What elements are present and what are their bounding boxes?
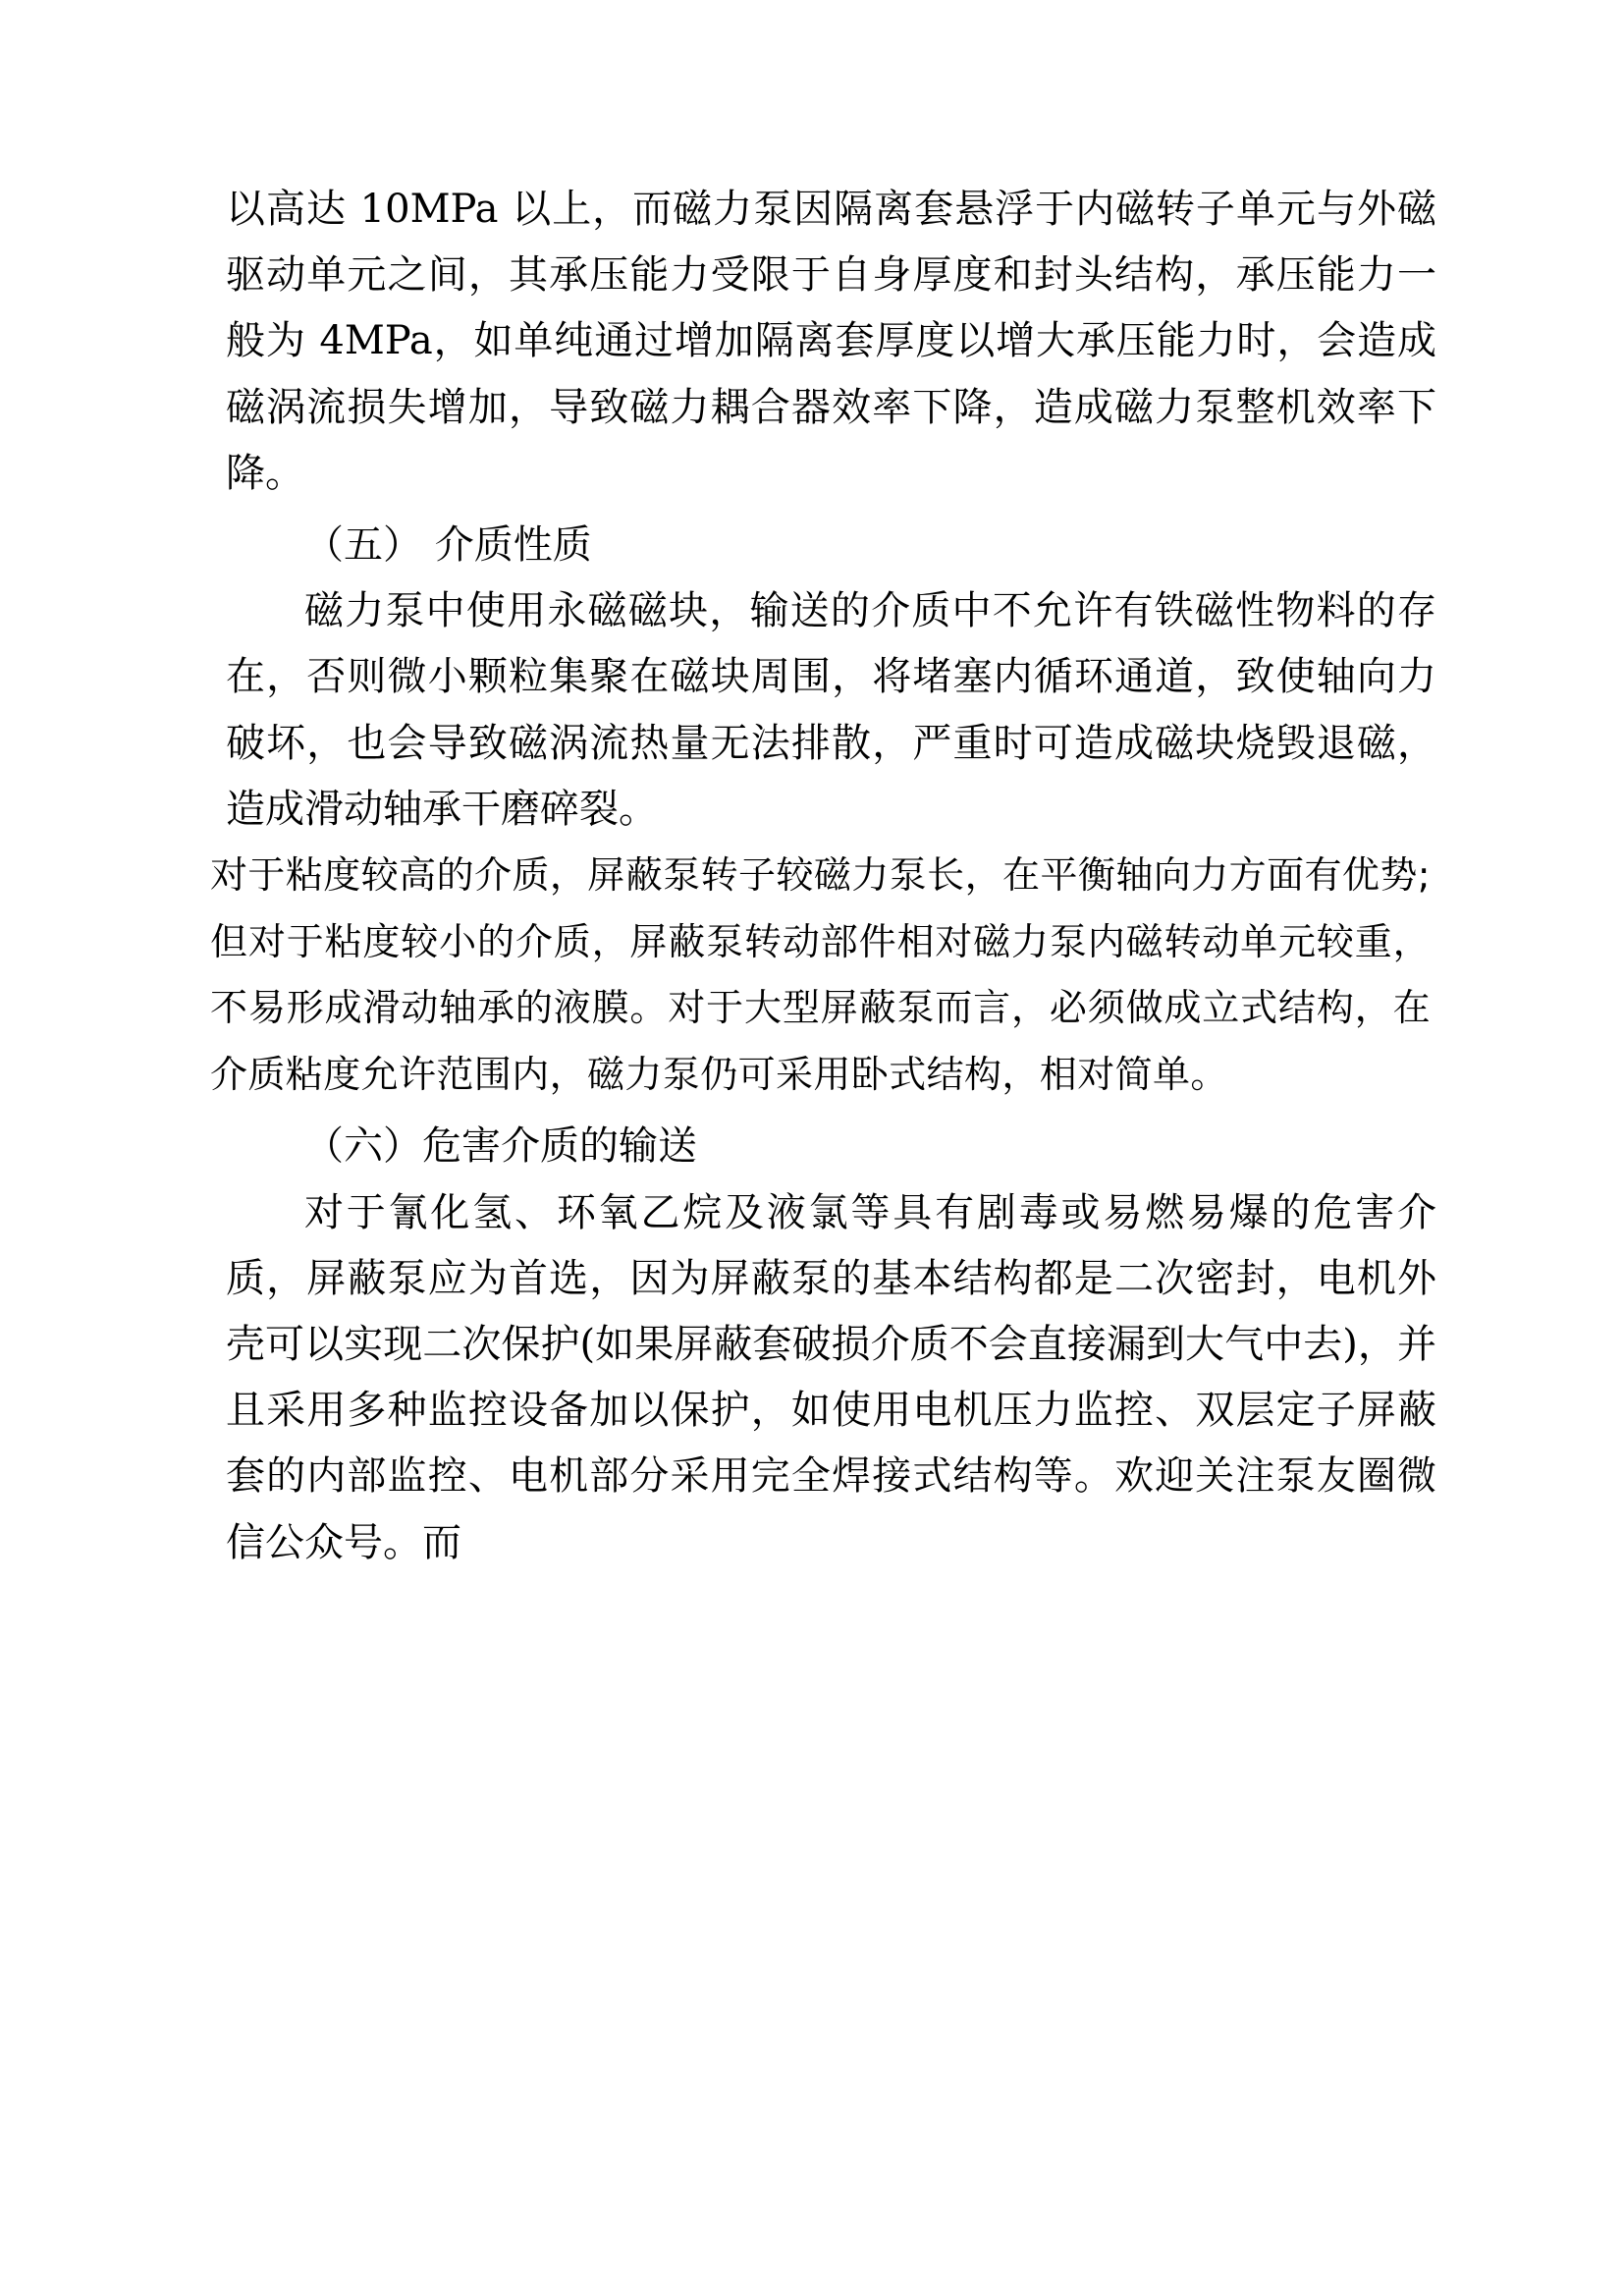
paragraph-hazardous-media: 对于氰化氢、环氧乙烷及液氯等具有剧毒或易燃易爆的危害介质，屏蔽泵应为首选，因为屏蔽泵的基本结构都是二次密封，电机外壳可以实现二次保护(如果屏蔽套破损介质不会直接漏到大气中去)，并且采用多种监控设备加以保护，如使用电机压力监控、双层定子屏蔽套的内部监控、电机部分采用完全焊接式结构等。欢迎关注泵友圈微信公众号。而 (226, 1189, 1436, 1565)
paragraph-media-properties: 磁力泵中使用永磁磁块，输送的介质中不允许有铁磁性物料的存在，否则微小颗粒集聚在磁块周围，将堵塞内循环通道，致使轴向力破坏，也会导致磁涡流热量无法排散，严重时可造成磁块烧毁退磁，造成滑动轴承干磨碎裂。 (226, 588, 1436, 832)
paragraph-viscosity-note: 对于粘度较高的介质，屏蔽泵转子较磁力泵长，在平衡轴向力方面有优势;但对于粘度较小的介质，屏蔽泵转动部件相对磁力泵内磁转动单元较重，不易形成滑动轴承的液膜。对于大型屏蔽泵而言，必须做成立式结构，在介质粘度允许范围内，磁力泵仍可采用卧式结构，相对简单。 (210, 852, 1431, 1096)
section-heading-five: （五） 介质性质 (304, 521, 592, 568)
paragraph-continuation: 以高达 10MPa 以上，而磁力泵因隔离套悬浮于内磁转子单元与外磁驱动单元之间，其承压能力受限于自身厚度和封头结构，承压能力一般为 4MPa，如单纯通过增加隔离套厚度以增大承压能力时，会造成磁涡流损失增加，导致磁力耦合器效率下降，造成磁力泵整机效率下降。 (226, 187, 1436, 496)
document-body (210, 177, 1436, 1576)
section-heading-six: （六）危害介质的输送 (304, 1123, 697, 1170)
